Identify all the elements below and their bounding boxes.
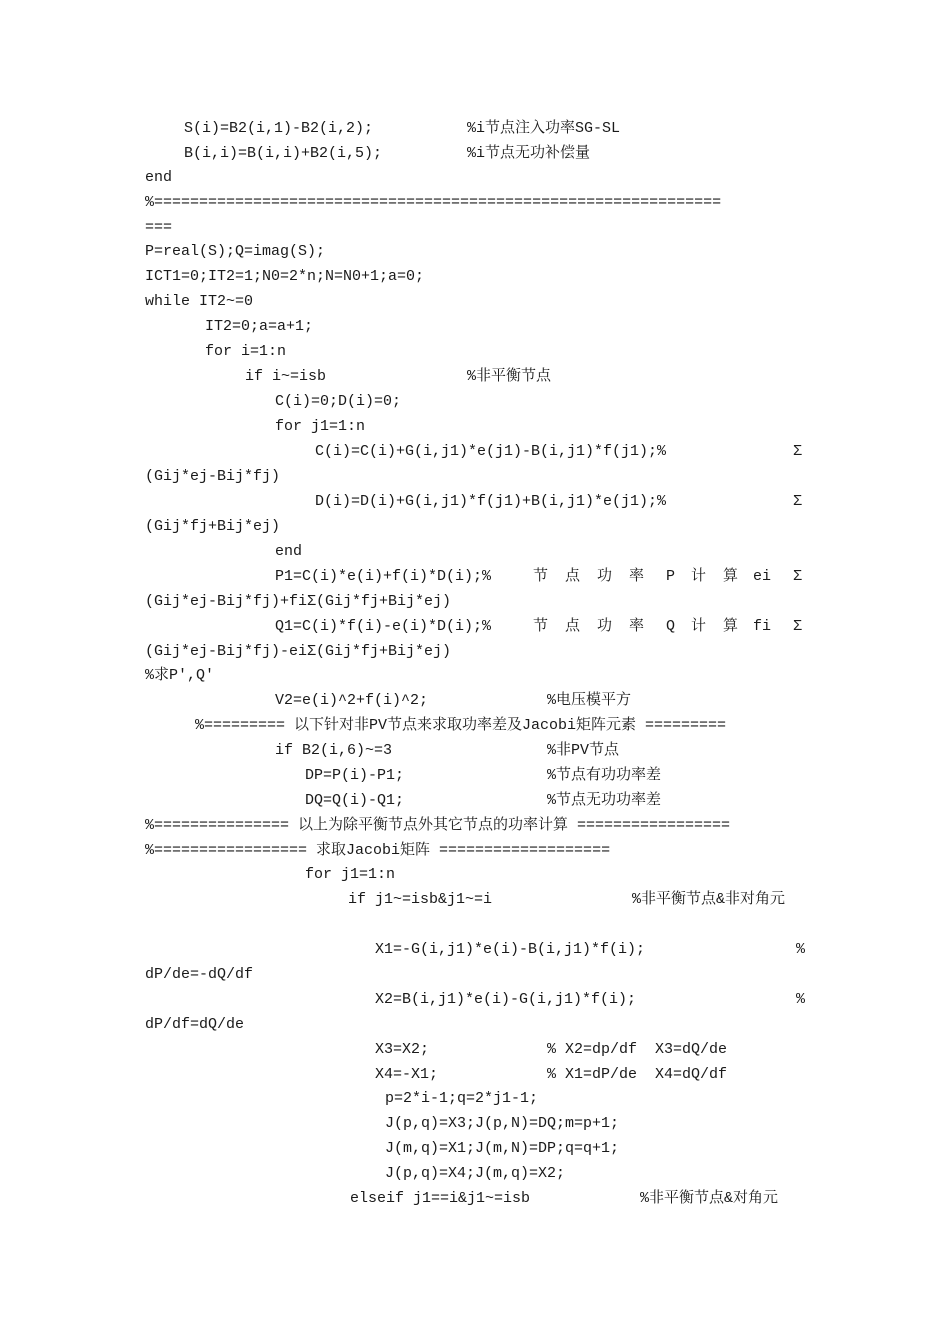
separator-text: %=============================================================== [145, 194, 722, 211]
comment-word: 功 [597, 568, 613, 585]
code-text: S(i)=B2(i,1)-B2(i,2); [184, 120, 374, 137]
code-comment: %电压模平方 [547, 692, 632, 709]
code-line [145, 839, 807, 863]
separator-text: === [145, 219, 173, 236]
code-text: end [145, 169, 173, 186]
code-line [145, 440, 807, 464]
code-text: elseif j1==i&j1~=isb [350, 1190, 531, 1207]
code-comment: % [796, 991, 806, 1008]
code-text: for j1=1:n [305, 866, 396, 883]
comment-word: 功 [597, 618, 613, 635]
code-line [145, 390, 807, 414]
code-line [145, 988, 807, 1012]
code-text: X2=B(i,j1)*e(i)-G(i,j1)*f(i); [375, 991, 637, 1008]
code-line [145, 1013, 807, 1037]
code-line [145, 1063, 807, 1087]
code-text: if i~=isb [245, 368, 327, 385]
sigma-symbol: Σ [793, 493, 803, 510]
code-line [145, 265, 807, 289]
code-line [145, 789, 807, 813]
comment-word: 率 [629, 618, 645, 635]
code-line [145, 117, 807, 141]
section-header: %========= 以下针对非PV节点来求取功率差及Jacobi矩阵元素 ========= [195, 717, 727, 734]
section-header: %================= 求取Jacobi矩阵 =================== [145, 842, 611, 859]
code-line [145, 590, 807, 614]
code-text: J(m,q)=X1;J(m,N)=DP;q=q+1; [385, 1140, 620, 1157]
code-line [145, 465, 807, 489]
code-line [145, 664, 807, 688]
comment-word: Q [666, 618, 676, 635]
code-text: for i=1:n [205, 343, 287, 360]
code-text: X4=-X1; [375, 1066, 439, 1083]
code-line [145, 415, 807, 439]
code-text: P1=C(i)*e(i)+f(i)*D(i);% [275, 568, 492, 585]
comment-word: 节 [533, 568, 549, 585]
code-text: IT2=0;a=a+1; [205, 318, 314, 335]
code-line [145, 515, 807, 539]
code-text: C(i)=C(i)+G(i,j1)*e(j1)-B(i,j1)*f(j1);% [315, 443, 667, 460]
code-comment: %i节点注入功率SG-SL [467, 120, 621, 137]
code-line [145, 565, 807, 589]
code-comment: %i节点无功补偿量 [467, 145, 591, 162]
comment-word: 算 [723, 568, 739, 585]
code-line [145, 814, 807, 838]
code-text: J(p,q)=X4;J(m,q)=X2; [385, 1165, 566, 1182]
code-line [145, 166, 807, 190]
code-line [145, 938, 807, 962]
code-text: end [275, 543, 303, 560]
code-line [145, 191, 807, 215]
code-text: dP/df=dQ/de [145, 1016, 245, 1033]
code-comment: %非平衡节点&非对角元 [632, 891, 786, 908]
code-line [145, 1038, 807, 1062]
code-line [145, 739, 807, 763]
code-text: while IT2~=0 [145, 293, 254, 310]
code-line [145, 490, 807, 514]
code-text: D(i)=D(i)+G(i,j1)*f(j1)+B(i,j1)*e(j1);% [315, 493, 667, 510]
code-line [145, 540, 807, 564]
code-text: p=2*i-1;q=2*j1-1; [385, 1090, 539, 1107]
code-text: (Gij*fj+Bij*ej) [145, 518, 281, 535]
code-comment: % [796, 941, 806, 958]
code-line [145, 1112, 807, 1136]
code-text: dP/de=-dQ/df [145, 966, 254, 983]
code-line [145, 1087, 807, 1111]
code-line [145, 863, 807, 887]
code-comment: %节点无功功率差 [547, 792, 662, 809]
code-text: Q1=C(i)*f(i)-e(i)*D(i);% [275, 618, 492, 635]
code-line [145, 340, 807, 364]
code-text: P=real(S);Q=imag(S); [145, 243, 326, 260]
code-text: C(i)=0;D(i)=0; [275, 393, 402, 410]
comment-word: 算 [723, 618, 739, 635]
comment-word: 计 [691, 568, 707, 585]
code-line [145, 1187, 807, 1211]
code-line [145, 689, 807, 713]
code-line [145, 764, 807, 788]
code-line [145, 615, 807, 639]
code-text: B(i,i)=B(i,i)+B2(i,5); [184, 145, 383, 162]
code-text: ICT1=0;IT2=1;N0=2*n;N=N0+1;a=0; [145, 268, 425, 285]
code-line [145, 888, 807, 912]
comment-word: ei [753, 568, 772, 585]
code-line [145, 240, 807, 264]
code-comment: % X2=dp/df X3=dQ/de [547, 1041, 728, 1058]
code-line [145, 1162, 807, 1186]
comment-word: 点 [565, 568, 581, 585]
sigma-symbol: Σ [793, 568, 803, 585]
code-text: X3=X2; [375, 1041, 430, 1058]
code-line [145, 640, 807, 664]
section-header: %=============== 以上为除平衡节点外其它节点的功率计算 ================= [145, 817, 731, 834]
comment-word: P [666, 568, 676, 585]
comment-word: 节 [533, 618, 549, 635]
code-comment: %节点有功功率差 [547, 767, 662, 784]
code-comment: %非PV节点 [547, 742, 620, 759]
code-text: (Gij*ej-Bij*fj)+fiΣ(Gij*fj+Bij*ej) [145, 593, 452, 610]
code-line [145, 290, 807, 314]
code-text: for j1=1:n [275, 418, 366, 435]
sigma-symbol: Σ [793, 443, 803, 460]
code-line [145, 216, 807, 240]
code-line [145, 142, 807, 166]
code-comment: %非平衡节点 [467, 368, 552, 385]
comment-word: 率 [629, 568, 645, 585]
code-line [145, 963, 807, 987]
code-line [145, 1137, 807, 1161]
code-text: X1=-G(i,j1)*e(i)-B(i,j1)*f(i); [375, 941, 646, 958]
code-text: if j1~=isb&j1~=i [348, 891, 493, 908]
comment-word: fi [753, 618, 772, 635]
code-text: DP=P(i)-P1; [305, 767, 405, 784]
code-text: V2=e(i)^2+f(i)^2; [275, 692, 429, 709]
code-text: J(p,q)=X3;J(p,N)=DQ;m=p+1; [385, 1115, 620, 1132]
comment-word: 计 [691, 618, 707, 635]
sigma-symbol: Σ [793, 618, 803, 635]
code-line [145, 365, 807, 389]
code-text: (Gij*ej-Bij*fj) [145, 468, 281, 485]
code-comment: %非平衡节点&对角元 [640, 1190, 779, 1207]
comment-word: 点 [565, 618, 581, 635]
code-text: DQ=Q(i)-Q1; [305, 792, 405, 809]
code-line [145, 714, 807, 738]
code-comment: % X1=dP/de X4=dQ/df [547, 1066, 728, 1083]
code-text: (Gij*ej-Bij*fj)-eiΣ(Gij*fj+Bij*ej) [145, 643, 452, 660]
code-text: if B2(i,6)~=3 [275, 742, 393, 759]
code-line [145, 315, 807, 339]
code-comment: %求P',Q' [145, 667, 215, 684]
